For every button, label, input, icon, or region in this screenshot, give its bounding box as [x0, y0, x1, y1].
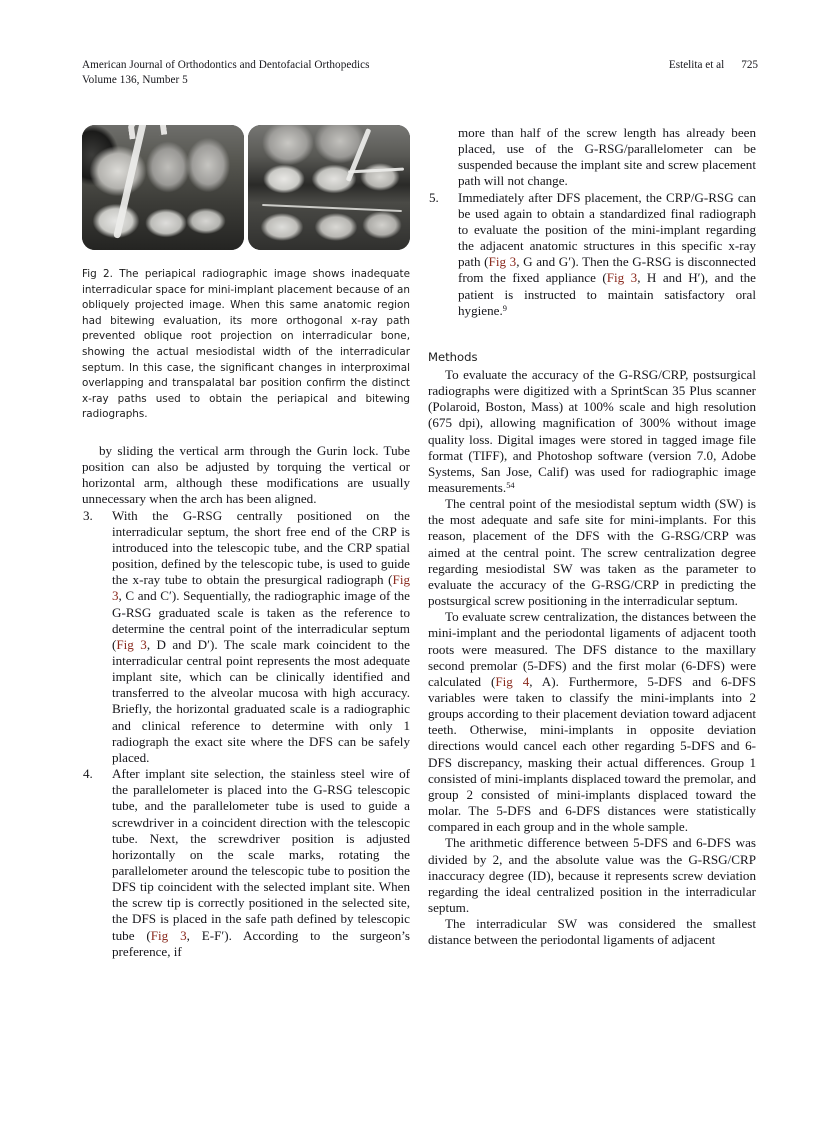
- running-head-right: [669, 58, 758, 73]
- procedure-step-5-number: 5.: [429, 189, 439, 205]
- periapical-radiograph-texture: [82, 125, 244, 250]
- procedure-step-3: [82, 508, 410, 767]
- running-head: [82, 58, 758, 92]
- figure-2-caption-text: The periapical radiographic image shows inadequate interradicular space for mini-implant placement because of an obliquely projected image. When this same anatomic region had bitewing evaluation, its more orthogonal x-ray path prevented oblique root projection on interradicular bone, showing the actual mesiodistal width of the interradicular septum. In this case, the significant changes in interproximal overlapping and transpalatal bar position confirm the distinct x-ray paths used to obtain the periapical and bitewing radiographs.: [82, 268, 410, 421]
- author-running-head: Estelita et al: [668, 59, 725, 71]
- procedure-step-3-number: 3.: [83, 507, 93, 523]
- procedure-step-4: [82, 766, 410, 960]
- step4-text-part1: After implant site selection, the stainless steel wire of the parallelometer is placed into the G-RSG telescopic tube, and the parallelometer tube is used to guide a screwdriver in a coincident direction with the telescopic tube. Next, the screwdriver position is adjusted horizontally on the scale marks, rotating the parallelometer around the telescopic tube to position the DFS tip coincident with the selected implant site. When the screw tip is correctly positioned in the selected site, the DFS is placed in the safe path defined by telescopic tube (: [112, 766, 410, 943]
- step3-text-part3: , D and D′). The scale mark coincident to the interradicular central point represents the most adequate implant site, which can be clinically identified and transferred to the alveolar mucosa with high accuracy. Briefly, the horizontal graduated scale is a radiographic and clinical reference to determine with only 1 radiograph the exact site where the DFS can be safely placed.: [112, 636, 410, 765]
- caption-body-spacer: [82, 423, 410, 443]
- procedure-step-4-text: [112, 766, 410, 960]
- step5-figure-crossref-2[interactable]: Fig 3: [606, 270, 638, 286]
- journal-volume-issue: Volume 136, Number 5: [82, 74, 188, 86]
- bitewing-radiograph-texture: [248, 125, 410, 250]
- step4-continuation-text: more than half of the screw length has already been placed, use of the G-RSG/parallelometer can be suspended because the implant site and screw placement path will not change.: [458, 125, 756, 189]
- step5-reference-superscript[interactable]: 9: [502, 303, 507, 313]
- journal-title: American Journal of Orthodontics and Dentofacial Orthopedics: [82, 59, 370, 71]
- methods-section-heading: Methods: [428, 349, 478, 364]
- journal-title-block: [82, 58, 370, 88]
- methods-paragraph-3: [428, 609, 756, 835]
- methods-paragraph-2: The central point of the mesiodistal septum width (SW) is the most adequate and safe site for mini-implants. For this reason, placement of the DFS with the G-RSG/CRP was aimed at the central point. The screw centralization degree regarding mesiodistal SW was taken as the parameter to evaluate the accuracy of the G-RSG/CRP in predicting the postsurgical screw positioning in the interradicular septum.: [428, 496, 756, 609]
- step5-text-part3: , H and H′), and the patient is instructed to maintain satisfactory oral hygiene.: [458, 270, 756, 318]
- figure-2-images: [82, 125, 410, 250]
- figure-2-label: Fig 2.: [82, 268, 113, 280]
- procedure-step-4-continuation: [428, 125, 756, 190]
- methods-paragraph-4: The arithmetic difference between 5-DFS and 6-DFS was divided by 2, and the absolute value was the G-RSG/CRP inaccuracy degree (ID), because it represents screw deviation regarding the ideal centralized position in the interradicular septum.: [428, 835, 756, 916]
- figure-2-caption: [82, 267, 410, 423]
- methods-paragraph-3-part2: , A). Furthermore, 5-DFS and 6-DFS variables were taken to classify the mini-implants into 2 groups according to their placement deviation toward adjacent teeth. Otherwise, mini-implants in opposite deviation directions would cancel each other regarding 5-DFS and 6-DFS discrepancy, masking their actual differences. Group 1 consisted of mini-implants displaced toward the premolar, and group 2 consisted of mini-implants displaced toward the molar. The 5-DFS and 6-DFS distances were statistically compared in each group and in the whole sample.: [428, 673, 756, 835]
- procedure-step-5: [428, 190, 756, 319]
- methods-paragraph-5: The interradicular SW was considered the smallest distance between the periodontal ligaments of adjacent: [428, 916, 756, 948]
- methods-figure-4-crossref[interactable]: Fig 4: [495, 673, 530, 689]
- methods-top-spacer: [428, 319, 756, 332]
- methods-paragraph-1-superscript[interactable]: 54: [506, 481, 515, 491]
- left-column: [82, 125, 410, 960]
- step4-text-part2: , E-F′). According to the surgeon’s preference, if: [112, 927, 410, 959]
- step3-text-part2: , C and C′). Sequentially, the radiographic image of the G-RSG graduated scale is taken as the reference to determine the central point of the interradicular septum (: [112, 588, 410, 652]
- procedure-step-5-text: [458, 190, 756, 319]
- step5-text-part2: , G and G′). Then the G-RSG is disconnected from the fixed appliance (: [458, 254, 756, 286]
- methods-paragraph-1: [428, 367, 756, 496]
- step4-figure-crossref-1[interactable]: Fig 3: [150, 927, 187, 943]
- bitewing-radiograph-image: [248, 125, 410, 250]
- methods-paragraph-1-text: To evaluate the accuracy of the G-RSG/CRP, postsurgical radiographs were digitized with a SprintScan 35 Plus scanner (Polaroid, Boston, Mass) at 100% scale and high resolution (675 dpi), allowing magnification of 300% without image quality loss. Digital images were stored in tagged image file format (TIFF), and Photoshop software (version 7.0, Adobe Systems, San Jose, Calif) was used for radiographic image measurements.: [428, 366, 756, 495]
- step5-figure-crossref-1[interactable]: Fig 3: [488, 254, 517, 270]
- procedure-step-3-text: [112, 508, 410, 767]
- left-column-body: [82, 443, 410, 960]
- page-number: 725: [741, 59, 758, 71]
- methods-paragraph-3-part1: To evaluate screw centralization, the distances between the mini-implant and the periodontal ligaments of adjacent tooth roots were measured. The DFS distance to the maxillary second premolar (5-DFS) and the first molar (6-DFS) were calculated (: [428, 609, 756, 689]
- periapical-radiograph-image: [82, 125, 244, 250]
- continuation-paragraph: by sliding the vertical arm through the Gurin lock. Tube position can also be adjusted by torquing the vertical or horizontal arm, although these modifications are usually unnecessary when the arch has been aligned.: [82, 442, 410, 507]
- right-column: [428, 125, 756, 949]
- procedure-step-4-number: 4.: [83, 766, 93, 782]
- step3-text-part1: With the G-RSG centrally positioned on the interradicular septum, the short free end of the CRP is introduced into the telescopic tube, and the CRP spatial position, defined by the telescopic tube, is used to guide the x-ray tube to obtain the presurgical radiograph (: [112, 507, 410, 588]
- step3-figure-crossref-1[interactable]: Fig 3: [112, 572, 410, 604]
- right-column-body: [428, 125, 756, 949]
- step3-figure-crossref-2[interactable]: Fig 3: [116, 636, 147, 652]
- step5-text-part1: Immediately after DFS placement, the CRP/G-RSG can be used again to obtain a standardized final radiograph to evaluate the position of the mini-implant regarding the adjacent anatomic structures in this specific x-ray path (: [458, 189, 756, 270]
